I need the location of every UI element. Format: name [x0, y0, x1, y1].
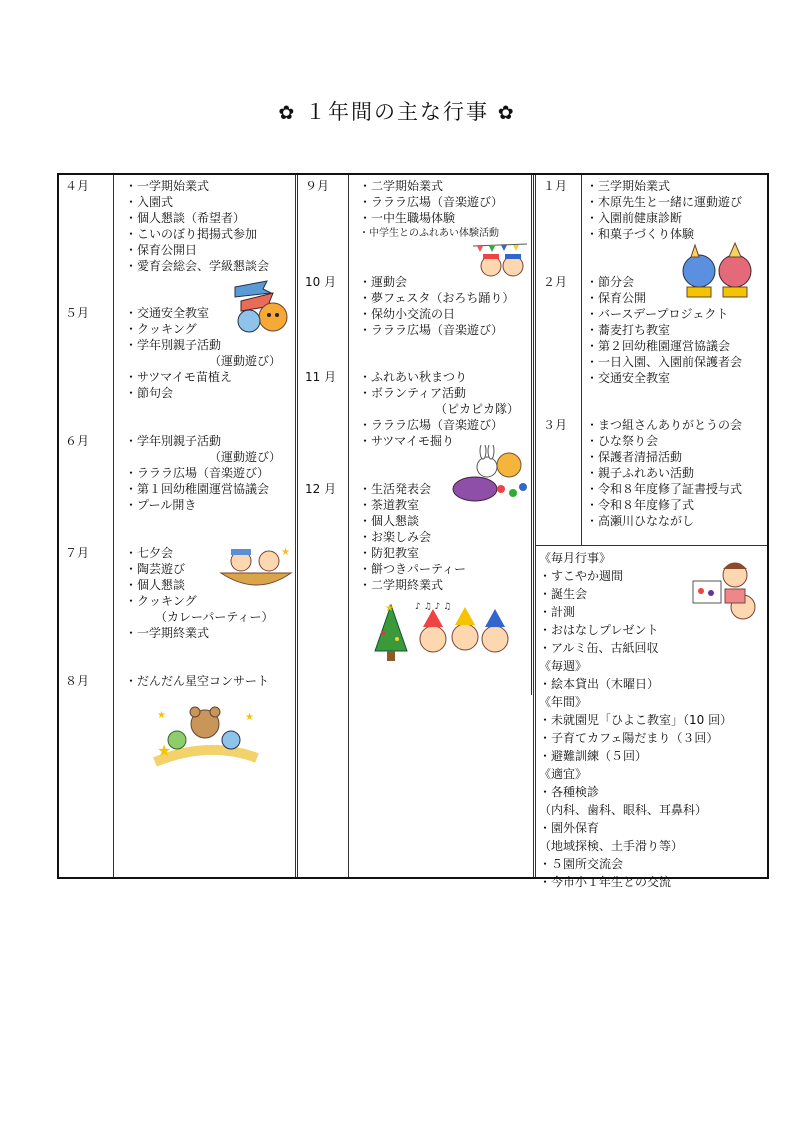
event-item: ・園外保育 [539, 821, 600, 835]
koinobori-kids-illustration [227, 273, 297, 335]
svg-text:★: ★ [385, 603, 394, 614]
divider [535, 545, 767, 546]
event-item: ・ラララ広場（音楽遊び） [359, 323, 504, 337]
event-item: ・七夕会 [125, 546, 174, 560]
event-item: （内科、歯科、眼科、耳鼻科） [539, 803, 708, 817]
divider [348, 175, 349, 877]
event-item: （運動遊び） [209, 450, 282, 464]
event-item: ・入園式 [125, 195, 174, 209]
event-item: ・こいのぼり掲揚式参加 [125, 227, 258, 241]
event-item: ・各種検診 [539, 785, 600, 799]
event-item: ・交通安全教室 [125, 306, 210, 320]
svg-text:★: ★ [281, 547, 290, 558]
event-item: ・高瀬川ひなながし [586, 514, 695, 528]
event-item: ・二学期終業式 [359, 578, 444, 592]
month-label: ８月 [65, 674, 90, 688]
divider [113, 175, 114, 877]
events-table [57, 173, 769, 889]
month-label: ３月 [543, 418, 568, 432]
event-item: ・クッキング [125, 594, 197, 608]
month-label: ７月 [65, 546, 90, 560]
month-label: 11 月 [305, 370, 337, 384]
event-item: ・５園所交流会 [539, 857, 624, 871]
event-item: ・木原先生と一緒に運動遊び [586, 195, 743, 209]
event-item: ・令和８年度修了証書授与式 [586, 482, 743, 496]
bear-star-illustration [149, 702, 259, 772]
event-item: ・三学期始業式 [586, 179, 671, 193]
month-label: ５月 [65, 306, 90, 320]
boat-kids-illustration [219, 547, 293, 595]
event-item: ・避難訓練（５回） [539, 749, 648, 763]
rabbit-bear-illustration [451, 445, 531, 507]
event-item: ・サツマイモ苗植え [125, 370, 233, 384]
child-drawing-illustration [687, 561, 761, 625]
event-item: ・夢フェスタ（おろち踊り） [359, 291, 515, 305]
month-label: ９月 [305, 179, 330, 193]
event-item: （ピカピカ隊） [435, 402, 520, 416]
month-label: 12 月 [305, 482, 337, 496]
divider [531, 175, 532, 695]
event-item: ・アルミ缶、古紙回収 [539, 641, 659, 655]
section-heading: 《毎週》 [539, 659, 588, 673]
event-item: ・学年別親子活動 [125, 338, 222, 352]
event-item: ・学年別親子活動 [125, 434, 222, 448]
event-item: ・バースデープロジェクト [586, 307, 729, 321]
event-item: ・おはなしプレゼント [539, 623, 659, 637]
section-heading: 《適宜》 [539, 767, 588, 781]
event-item: ・ラララ広場（音楽遊び） [359, 418, 504, 432]
christmas-kids-illustration [371, 599, 511, 667]
event-item: ・和菓子づくり体験 [586, 227, 695, 241]
month-label: １月 [543, 179, 568, 193]
page-title [0, 96, 794, 126]
event-item: ・保育公開日 [125, 243, 198, 257]
event-item: （カレーパーティー） [155, 610, 274, 624]
event-item: ・クッキング [125, 322, 197, 336]
event-item: （地域探検、土手滑り等） [539, 839, 684, 853]
event-item: ・保護者清掃活動 [586, 450, 683, 464]
event-item: ・防犯教室 [359, 546, 420, 560]
event-item: ・ひな祭り会 [586, 434, 659, 448]
event-item: ・入園前健康診断 [586, 211, 683, 225]
event-item: ・一中生職場体験 [359, 211, 456, 225]
event-item: ・保育公開 [586, 291, 647, 305]
svg-text:♪ ♫ ♪ ♫: ♪ ♫ ♪ ♫ [415, 602, 452, 612]
month-label: ２月 [543, 275, 568, 289]
event-item: ・まつ組さんありがとうの会 [586, 418, 743, 432]
event-item: ・計測 [539, 605, 576, 619]
svg-text:★: ★ [157, 741, 172, 760]
event-item: ・一学期終業式 [125, 626, 210, 640]
oni-demons-illustration [679, 241, 757, 301]
month-label: ４月 [65, 179, 90, 193]
event-item: ・二学期始業式 [359, 179, 444, 193]
event-item: ・未就園児「ひよこ教室」（10 回） [539, 713, 733, 727]
event-item: ・お楽しみ会 [359, 530, 432, 544]
event-item: ・絵本貸出（木曜日） [539, 677, 660, 691]
kids-with-flags-illustration [469, 240, 531, 280]
event-item: ・ふれあい秋まつり [359, 370, 468, 384]
event-item: ・だんだん星空コンサート [125, 674, 270, 688]
event-item: ・保幼小交流の日 [359, 307, 456, 321]
event-item: ・陶芸遊び [125, 562, 186, 576]
event-item: ・プール開き [125, 498, 197, 512]
event-item: ・一学期始業式 [125, 179, 210, 193]
event-item: ・個人懇談 [359, 514, 420, 528]
flower-icon: ✿ [278, 102, 297, 124]
event-item: ・節句会 [125, 386, 174, 400]
event-item: ・個人懇談 [125, 578, 186, 592]
section-heading: 《年間》 [539, 695, 588, 709]
event-item: （運動遊び） [209, 354, 282, 368]
event-item: ・今市小１年生との交流 [539, 875, 672, 889]
section-heading: 《毎月行事》 [539, 551, 612, 565]
event-item: ・愛育会総会、学級懇談会 [125, 259, 270, 273]
event-item: ・ラララ広場（音楽遊び） [359, 195, 504, 209]
event-item: ・交通安全教室 [586, 371, 671, 385]
event-item: ・一日入園、入園前保護者会 [586, 355, 743, 369]
divider [533, 175, 536, 877]
event-item: ・個人懇談（希望者） [125, 211, 246, 225]
flower-icon: ✿ [497, 102, 516, 124]
month-label: 10 月 [305, 275, 337, 289]
event-item: ・サツマイモ掘り [359, 434, 455, 448]
event-item: ・すこやか週間 [539, 569, 624, 583]
event-item: ・生活発表会 [359, 482, 432, 496]
event-item: ・誕生会 [539, 587, 588, 601]
event-item: ・ボランティア活動 [359, 386, 467, 400]
divider [581, 175, 582, 545]
event-item: ・子育てカフェ陽だまり（３回） [539, 731, 719, 745]
event-item: ・中学生とのふれあい体験活動 [359, 228, 499, 239]
event-item: ・茶道教室 [359, 498, 420, 512]
month-label: ６月 [65, 434, 90, 448]
event-item: ・親子ふれあい活動 [586, 466, 695, 480]
event-item: ・蕎麦打ち教室 [586, 323, 671, 337]
title-text: １年間の主な行事 [305, 100, 489, 124]
svg-text:★: ★ [157, 710, 166, 721]
event-item: ・ラララ広場（音楽遊び） [125, 466, 270, 480]
event-item: ・餅つきパーティー [359, 562, 467, 576]
event-item: ・節分会 [586, 275, 635, 289]
event-item: ・運動会 [359, 275, 408, 289]
svg-text:★: ★ [245, 712, 254, 723]
event-item: ・令和８年度修了式 [586, 498, 695, 512]
event-item: ・第２回幼稚園運営協議会 [586, 339, 731, 353]
event-item: ・第１回幼稚園運営協議会 [125, 482, 270, 496]
